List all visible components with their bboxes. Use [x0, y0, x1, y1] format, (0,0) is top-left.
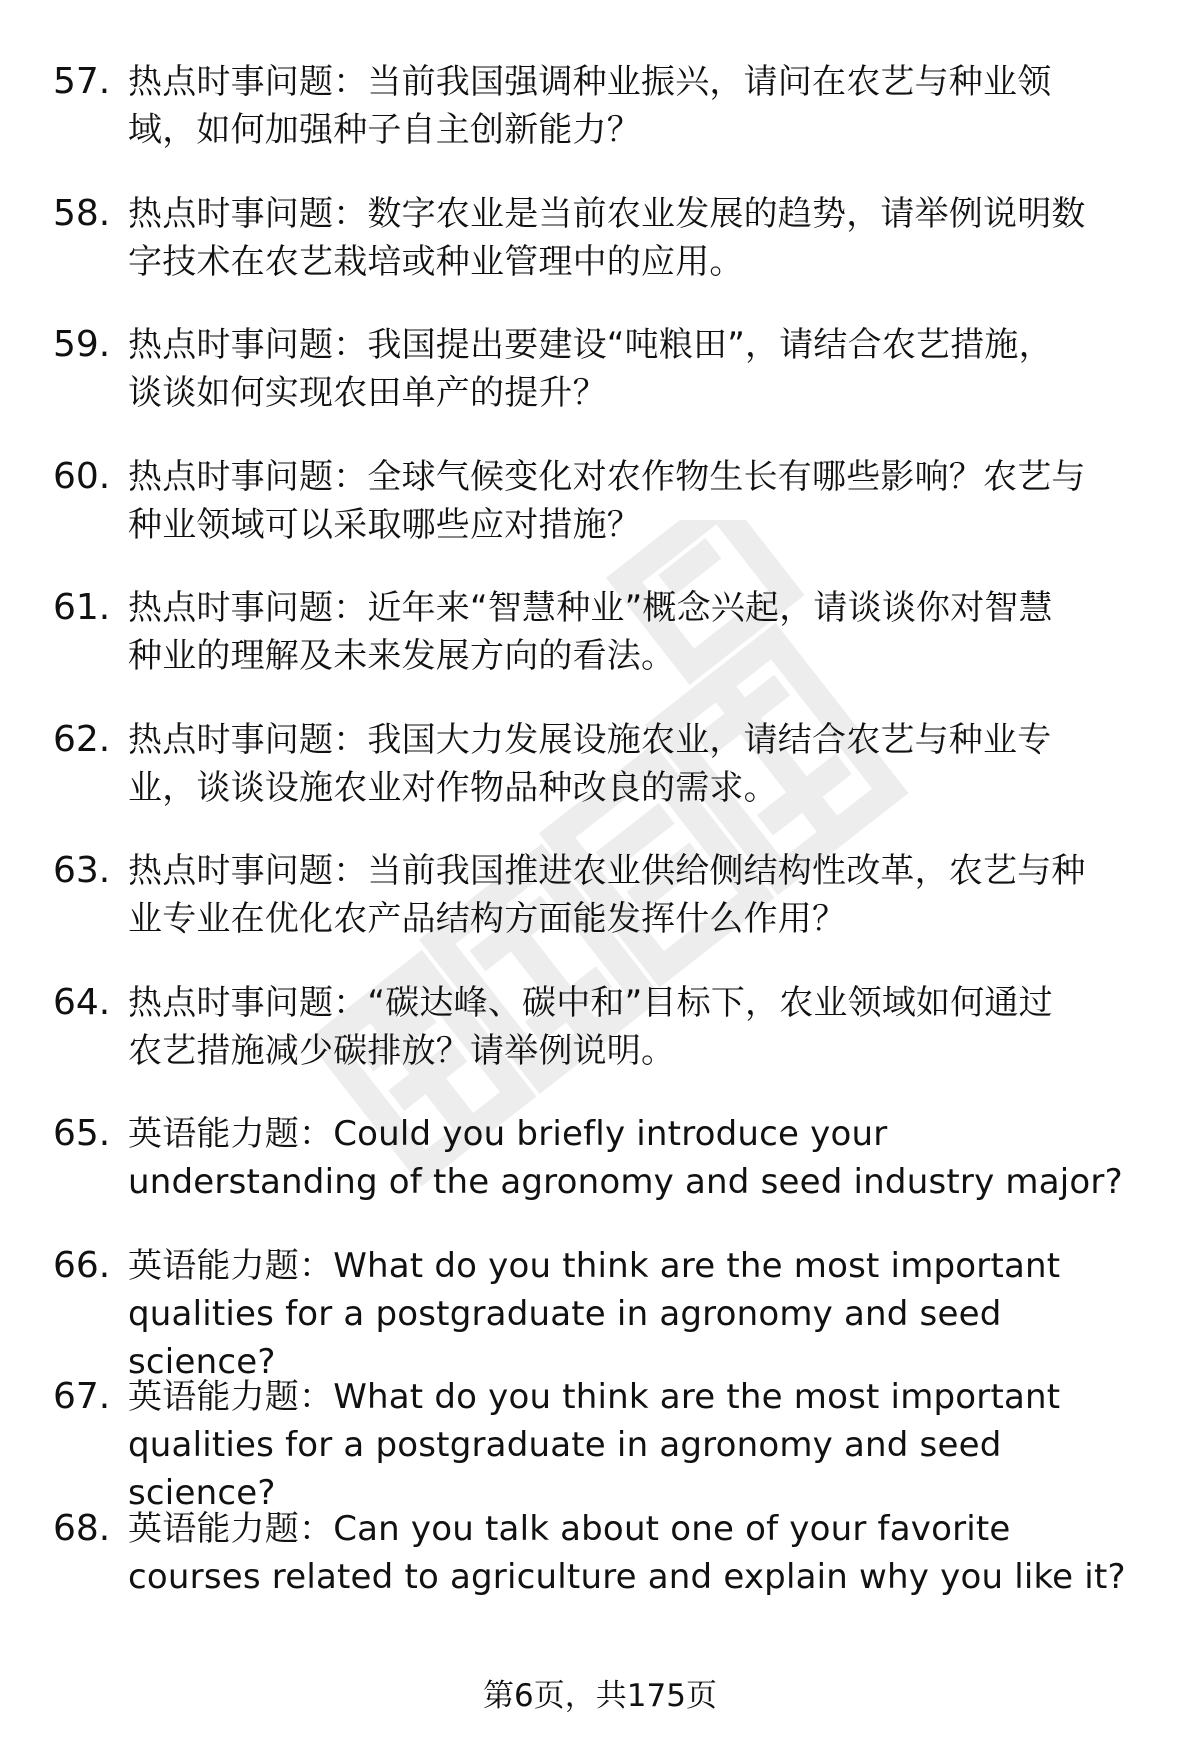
question-text: 热点时事问题：当前我国强调种业振兴，请问在农艺与种业领 域，如何加强种子自主创新能力？	[128, 62, 1052, 150]
question-number: 64.	[53, 981, 111, 1023]
question-item	[0, 847, 1200, 979]
page-number-footer: 第6页，共175页	[483, 1678, 717, 1714]
question-item	[0, 1242, 1200, 1382]
question-number: 57.	[53, 61, 111, 102]
question-item	[0, 979, 1200, 1111]
question-item	[0, 58, 1200, 190]
question-item	[0, 1110, 1200, 1242]
question-text: 热点时事问题：全球气候变化对农作物生长有哪些影响？农艺与 种业领域可以采取哪些应对措施？	[128, 456, 1086, 545]
question-number: 59.	[53, 324, 111, 365]
question-number: 60.	[53, 455, 111, 497]
question-text: 英语能力题：Can you talk about one of your favorite courses related to agriculture and explain why you like it?	[128, 1508, 1126, 1597]
question-text: 热点时事问题：“碳达峰、碳中和”目标下，农业领域如何通过 农艺措施减少碳排放？请举例说明。	[128, 982, 1053, 1071]
question-item	[0, 584, 1200, 716]
question-text: 热点时事问题：数字农业是当前农业发展的趋势，请举例说明数 字技术在农艺栽培或种业管理中的应用。	[128, 193, 1086, 282]
question-item	[0, 321, 1200, 453]
question-text: 热点时事问题：近年来“智慧种业”概念兴起，请谈谈你对智慧 种业的理解及未来发展方向的看法。	[128, 588, 1053, 676]
question-number: 68.	[53, 1507, 111, 1549]
question-text: 热点时事问题：我国大力发展设施农业，请结合农艺与种业专 业，谈谈设施农业对作物品种改良的需求。	[128, 719, 1052, 808]
question-number: 63.	[53, 850, 111, 891]
question-item	[0, 190, 1200, 322]
question-text: 英语能力题：What do you think are the most important qualities for a postgraduate in agronomy and seed science?	[128, 1245, 1061, 1382]
question-number: 61.	[53, 587, 111, 628]
question-text: 热点时事问题：我国提出要建设“吨粮田”，请结合农艺措施， 谈谈如何实现农田单产的提升？	[128, 325, 1053, 413]
question-number: 67.	[53, 1376, 111, 1417]
question-number: 58.	[53, 192, 111, 234]
question-text: 英语能力题：Could you briefly introduce your understanding of the agronomy and seed industry major?	[128, 1114, 1123, 1202]
question-number: 62.	[53, 718, 111, 760]
question-number: 65.	[53, 1113, 111, 1154]
question-item	[0, 453, 1200, 585]
question-number: 66.	[53, 1244, 111, 1286]
question-text: 热点时事问题：当前我国推进农业供给侧结构性改革，农艺与种 业专业在优化农产品结构方面能发挥什么作用？	[128, 851, 1086, 939]
question-item	[0, 716, 1200, 848]
question-text: 英语能力题：What do you think are the most important qualities for a postgraduate in agronomy and seed science?	[128, 1377, 1061, 1513]
question-item	[0, 1373, 1200, 1513]
question-list	[0, 58, 1200, 1636]
question-item	[0, 1505, 1200, 1637]
